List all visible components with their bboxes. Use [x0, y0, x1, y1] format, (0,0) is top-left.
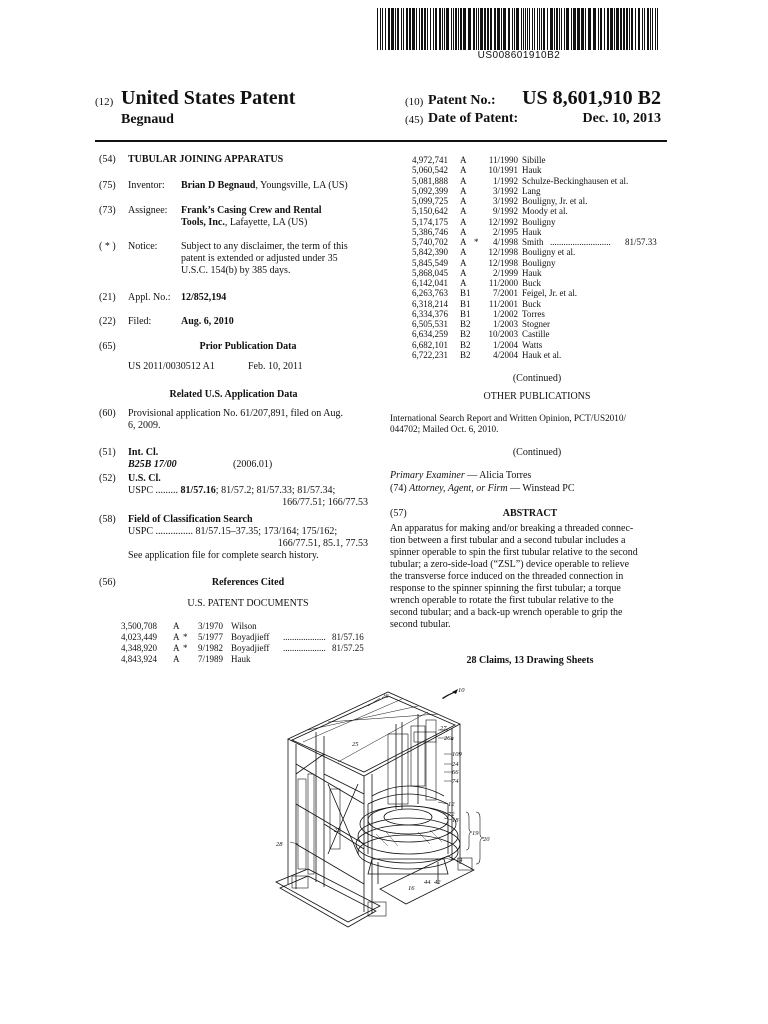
patent-number: 6,142,041 [412, 278, 448, 288]
code-21: (21) [99, 292, 116, 303]
provisional-line-1: Provisional application No. 61/207,891, filed on Aug. [128, 408, 343, 419]
ref-dots: ................... [283, 632, 326, 642]
patent-name: Hauk [522, 267, 542, 278]
code-57: (57) [390, 508, 407, 519]
label-66: 66 [452, 769, 459, 776]
patent-date: 4/2004 [492, 349, 518, 360]
patent-number: 5,174,175 [412, 216, 448, 227]
patent-kind: B2 [460, 339, 471, 350]
patent-number: 5,845,549 [412, 257, 448, 268]
ref-name: Hauk [231, 654, 251, 664]
patent-number: 5,868,045 [412, 267, 448, 278]
label-27: 27 [440, 725, 447, 732]
patent-date: 11/2001 [488, 298, 518, 309]
refs-heading: References Cited [211, 577, 285, 588]
assignee-name-line2: Tools, Inc. [181, 217, 225, 228]
code-58: (58) [99, 514, 116, 525]
patent-kind: B1 [460, 308, 471, 319]
other-pub-line-1: International Search Report and Written Opinion, PCT/US2010/ [390, 413, 626, 423]
notice-line-1: Subject to any disclaimer, the term of this [181, 241, 348, 252]
attorney-name: — Winstead PC [507, 483, 575, 494]
abstract-line: second tubular. [390, 619, 451, 630]
code-60: (60) [99, 408, 116, 419]
code-52: (52) [99, 473, 116, 484]
label-72: 72 [448, 811, 455, 818]
examiner-label: Primary Examiner [390, 470, 465, 481]
filed-value: Aug. 6, 2010 [181, 316, 234, 327]
patent-date: 10/2003 [488, 329, 518, 340]
patent-number: 4,972,741 [412, 155, 448, 165]
patent-kind: B1 [460, 288, 471, 299]
field-search-dots: ............... [155, 526, 194, 537]
patent-name: Stogner [522, 319, 550, 329]
patent-number: 5,060,542 [412, 165, 448, 176]
barcode-number: US008601910B2 [477, 50, 561, 61]
patent-no-label: Patent No.: [428, 93, 496, 108]
patent-kind: A [460, 278, 467, 288]
label-42: 42 [434, 879, 441, 886]
patent-name: Bouligny et al. [522, 247, 576, 258]
patent-name: Buck [522, 298, 541, 309]
us-cl-uspc-label: USPC [128, 485, 154, 496]
label-25: 25 [352, 741, 359, 748]
patent-class: 81/57.33 [625, 237, 657, 247]
us-cl-dots: ......... [155, 485, 179, 496]
patent-kind: A [460, 226, 467, 237]
us-cl-line-1 [128, 485, 335, 497]
inventor-value [181, 180, 348, 192]
us-cl-line-2: 166/77.51; 166/77.53 [282, 497, 368, 508]
patent-type: United States Patent [121, 87, 296, 109]
ref-date: 3/1970 [198, 621, 224, 631]
assignee-line2 [181, 217, 307, 229]
patent-date: 1/2004 [492, 339, 518, 350]
patent-number: 6,263,763 [412, 288, 448, 299]
inventor-name: Brian D Begnaud [181, 180, 256, 191]
abstract-line: tubular; a zero-side-load (“ZSL”) device operable to relieve [390, 559, 630, 570]
label-16: 16 [408, 885, 415, 892]
prior-pub-heading: Prior Publication Data [199, 341, 297, 352]
patent-name: Hauk [522, 165, 542, 176]
patent-name: Feigel, Jr. et al. [522, 288, 577, 299]
code-73: (73) [99, 205, 116, 216]
patent-number: US 8,601,910 B2 [522, 87, 661, 109]
ref-kind: A [173, 654, 180, 664]
patent-date: 12/1992 [488, 216, 518, 227]
patent-number: 5,386,746 [412, 226, 448, 237]
label-26: 26 [382, 693, 389, 700]
other-pubs-heading: OTHER PUBLICATIONS [483, 391, 591, 402]
abstract-line: An apparatus for making and/or breaking a threaded connec- [390, 523, 634, 534]
code-22: (22) [99, 316, 116, 327]
patent-date: 7/2001 [492, 288, 518, 299]
ref-number: 3,500,708 [121, 621, 157, 631]
code-10: (10) [405, 96, 424, 108]
patent-number: 5,099,725 [412, 196, 448, 206]
patent-name: Bouligny [522, 257, 556, 268]
patent-number: 5,740,702 [412, 237, 448, 247]
abstract-line: tion between a first tubular and a second tubular includes a [390, 535, 626, 546]
filed-label: Filed: [128, 316, 152, 327]
patent-date: 4/1998 [492, 237, 518, 247]
patent-kind: B2 [460, 329, 471, 340]
patent-kind: B2 [460, 349, 471, 360]
patent-date: 1/2002 [492, 308, 518, 319]
patent-name: Lang [522, 185, 541, 196]
patent-kind: A [460, 185, 467, 196]
patent-name: Bouligny [522, 216, 556, 227]
label-20: 20 [483, 836, 490, 843]
patent-kind: A [460, 267, 467, 278]
field-search-line-3: See application file for complete search history. [128, 550, 319, 561]
patent-kind: A [460, 155, 467, 165]
code-54: (54) [99, 154, 116, 165]
ref-name: Boyadjieff [231, 643, 270, 653]
patent-kind: A [460, 247, 467, 258]
patent-name: Torres [522, 308, 545, 319]
code-12: (12) [95, 96, 114, 108]
code-56: (56) [99, 577, 116, 588]
primary-examiner [390, 470, 531, 482]
appl-no-label: Appl. No.: [128, 292, 171, 303]
label-19: 19 [472, 830, 479, 837]
patent-star: * [474, 237, 479, 247]
field-search-line-1 [128, 526, 337, 538]
patent-date: 9/1992 [492, 206, 518, 217]
patent-date: 10/1991 [488, 165, 518, 176]
ref-kind: A [173, 643, 180, 653]
patent-name: Castille [522, 329, 550, 340]
ref-date: 7/1989 [198, 654, 224, 664]
patent-kind: A [460, 175, 467, 186]
patent-name: Moody et al. [522, 206, 568, 217]
label-26a: 26a [444, 735, 454, 742]
patent-kind: A [460, 165, 467, 176]
assignee-name-line1: Frank’s Casing Crew and Rental [181, 205, 322, 216]
field-search-uspc-label: USPC [128, 526, 154, 537]
ref-star: * [183, 632, 188, 642]
patent-kind: A [460, 216, 467, 227]
abstract-line: response to the spinner spinning the first tubular; a torque [390, 583, 621, 594]
patent-number: 5,081,888 [412, 175, 448, 186]
ref-number: 4,843,924 [121, 654, 157, 664]
ref-name: Wilson [231, 621, 257, 631]
patent-date: 3/1992 [492, 185, 518, 196]
abstract-line: second tubular; and a back-up wrench operable to grip the [390, 607, 623, 618]
ref-date: 5/1977 [198, 632, 224, 642]
patent-date: 2/1999 [492, 267, 518, 278]
field-search-classes: 81/57.15–37.35; 173/164; 175/162; [195, 526, 338, 537]
notice-label: Notice: [128, 241, 158, 252]
label-18: 18 [452, 817, 459, 824]
patent-number: 6,634,259 [412, 329, 448, 340]
ref-number: 4,348,920 [121, 643, 157, 653]
label-44: 44 [424, 879, 431, 886]
code-45: (45) [405, 114, 424, 126]
patent-number: 6,505,531 [412, 319, 448, 329]
patent-number: 6,334,376 [412, 308, 448, 319]
patent-number: 6,682,101 [412, 339, 448, 350]
header-rule [95, 140, 667, 142]
patent-name: Hauk [522, 226, 542, 237]
ref-number: 4,023,449 [121, 632, 157, 642]
label-22: 22 [334, 827, 341, 834]
patent-name: Schulze-Beckinghausen et al. [522, 175, 629, 186]
label-28: 28 [276, 841, 283, 848]
ref-kind: A [173, 621, 180, 631]
code-75: (75) [99, 180, 116, 191]
patent-date: 12/1998 [488, 257, 518, 268]
ref-class: 81/57.16 [332, 632, 364, 642]
notice-line-3: U.S.C. 154(b) by 385 days. [181, 265, 291, 276]
abstract-heading: ABSTRACT [502, 508, 558, 519]
code-65: (65) [99, 341, 116, 352]
related-heading: Related U.S. Application Data [169, 389, 298, 400]
provisional-line-2: 6, 2009. [128, 420, 161, 431]
abstract-line: wrench operable to rotate the first tubular relative to the [390, 595, 614, 606]
label-109: 109 [452, 751, 462, 758]
patent-date: 11/1990 [488, 155, 518, 165]
refs-subheading: U.S. PATENT DOCUMENTS [187, 598, 309, 609]
inventor-surname: Begnaud [121, 112, 174, 127]
patent-name: Watts [522, 339, 543, 350]
patent-date: 11/2000 [488, 278, 518, 288]
patent-kind: A [460, 196, 467, 206]
int-cl-class: B25B 17/00 [128, 459, 177, 470]
patent-number: 5,150,642 [412, 206, 448, 217]
attorney-label: Attorney, Agent, or Firm [409, 483, 508, 494]
inventor-label: Inventor: [128, 180, 165, 191]
abstract-line: the transverse force induced on the threaded connection in [390, 571, 624, 582]
patent-name: Hauk et al. [522, 349, 562, 360]
invention-title: TUBULAR JOINING APPARATUS [128, 154, 284, 165]
patent-kind: B2 [460, 319, 471, 329]
patent-number: 6,722,231 [412, 349, 448, 360]
prior-pub-date: Feb. 10, 2011 [248, 361, 303, 372]
patent-name: Smith [522, 237, 544, 247]
patent-date: 1/1992 [492, 175, 518, 186]
attorney [390, 483, 575, 495]
barcode [377, 8, 661, 50]
us-cl-label: U.S. Cl. [128, 473, 161, 484]
patent-drawing [268, 684, 498, 944]
abstract-line: spinner operable to spin the first tubular relative to the second [390, 547, 638, 558]
patent-kind: A [460, 257, 467, 268]
notice-line-2: patent is extended or adjusted under 35 [181, 253, 338, 264]
date-label: Date of Patent: [428, 111, 519, 126]
patent-name: Bouligny, Jr. et al. [522, 196, 588, 206]
label-24: 24 [452, 761, 459, 768]
int-cl-year: (2006.01) [233, 459, 273, 470]
claims-count: 28 Claims, 13 Drawing Sheets [466, 655, 594, 666]
patent-number: 6,318,214 [412, 298, 448, 309]
appl-no-value: 12/852,194 [181, 292, 227, 303]
patent-kind: B1 [460, 298, 471, 309]
continued-1: (Continued) [512, 373, 562, 384]
ref-star: * [183, 643, 188, 653]
label-74: 74 [452, 778, 459, 785]
patent-number: 5,842,390 [412, 247, 448, 258]
attorney-code: (74) [390, 483, 407, 494]
patent-kind: A [460, 206, 467, 217]
ref-kind: A [173, 632, 180, 642]
ref-class: 81/57.25 [332, 643, 364, 653]
patent-date: 3/1992 [492, 196, 518, 206]
prior-pub-number: US 2011/0030512 A1 [128, 361, 215, 372]
label-12: 12 [448, 801, 455, 808]
ref-name: Boyadjieff [231, 632, 270, 642]
patent-date: 2/1995 [492, 226, 518, 237]
other-pub-line-2: 044702; Mailed Oct. 6, 2010. [390, 424, 499, 434]
patent-dots: ........................... [550, 237, 611, 247]
code-51: (51) [99, 447, 116, 458]
patent-name: Sibille [522, 155, 546, 165]
patent-date: Dec. 10, 2013 [582, 111, 661, 126]
int-cl-label: Int. Cl. [128, 447, 159, 458]
patent-date: 1/2003 [492, 319, 518, 329]
ref-date: 9/1982 [198, 643, 224, 653]
ref-dots: ................... [283, 643, 326, 653]
patent-name: Buck [522, 278, 541, 288]
us-cl-rest: ; 81/57.2; 81/57.33; 81/57.34; [215, 485, 336, 496]
assignee-label: Assignee: [128, 205, 168, 216]
examiner-name: — Alicia Torres [464, 470, 532, 481]
patent-date: 12/1998 [488, 247, 518, 258]
label-14: 14 [456, 857, 463, 864]
label-10: 10 [458, 687, 465, 694]
inventor-location: , Youngsville, LA (US) [255, 180, 348, 191]
continued-2: (Continued) [512, 447, 562, 458]
field-search-line-2: 166/77.51, 85.1, 77.53 [277, 538, 368, 549]
us-cl-main: 81/57.16 [180, 485, 216, 496]
field-search-label: Field of Classification Search [128, 514, 253, 525]
patent-kind: A [460, 237, 467, 247]
code-notice: ( * ) [99, 241, 116, 252]
assignee-location: , Lafayette, LA (US) [224, 217, 308, 228]
patent-number: 5,092,399 [412, 185, 448, 196]
